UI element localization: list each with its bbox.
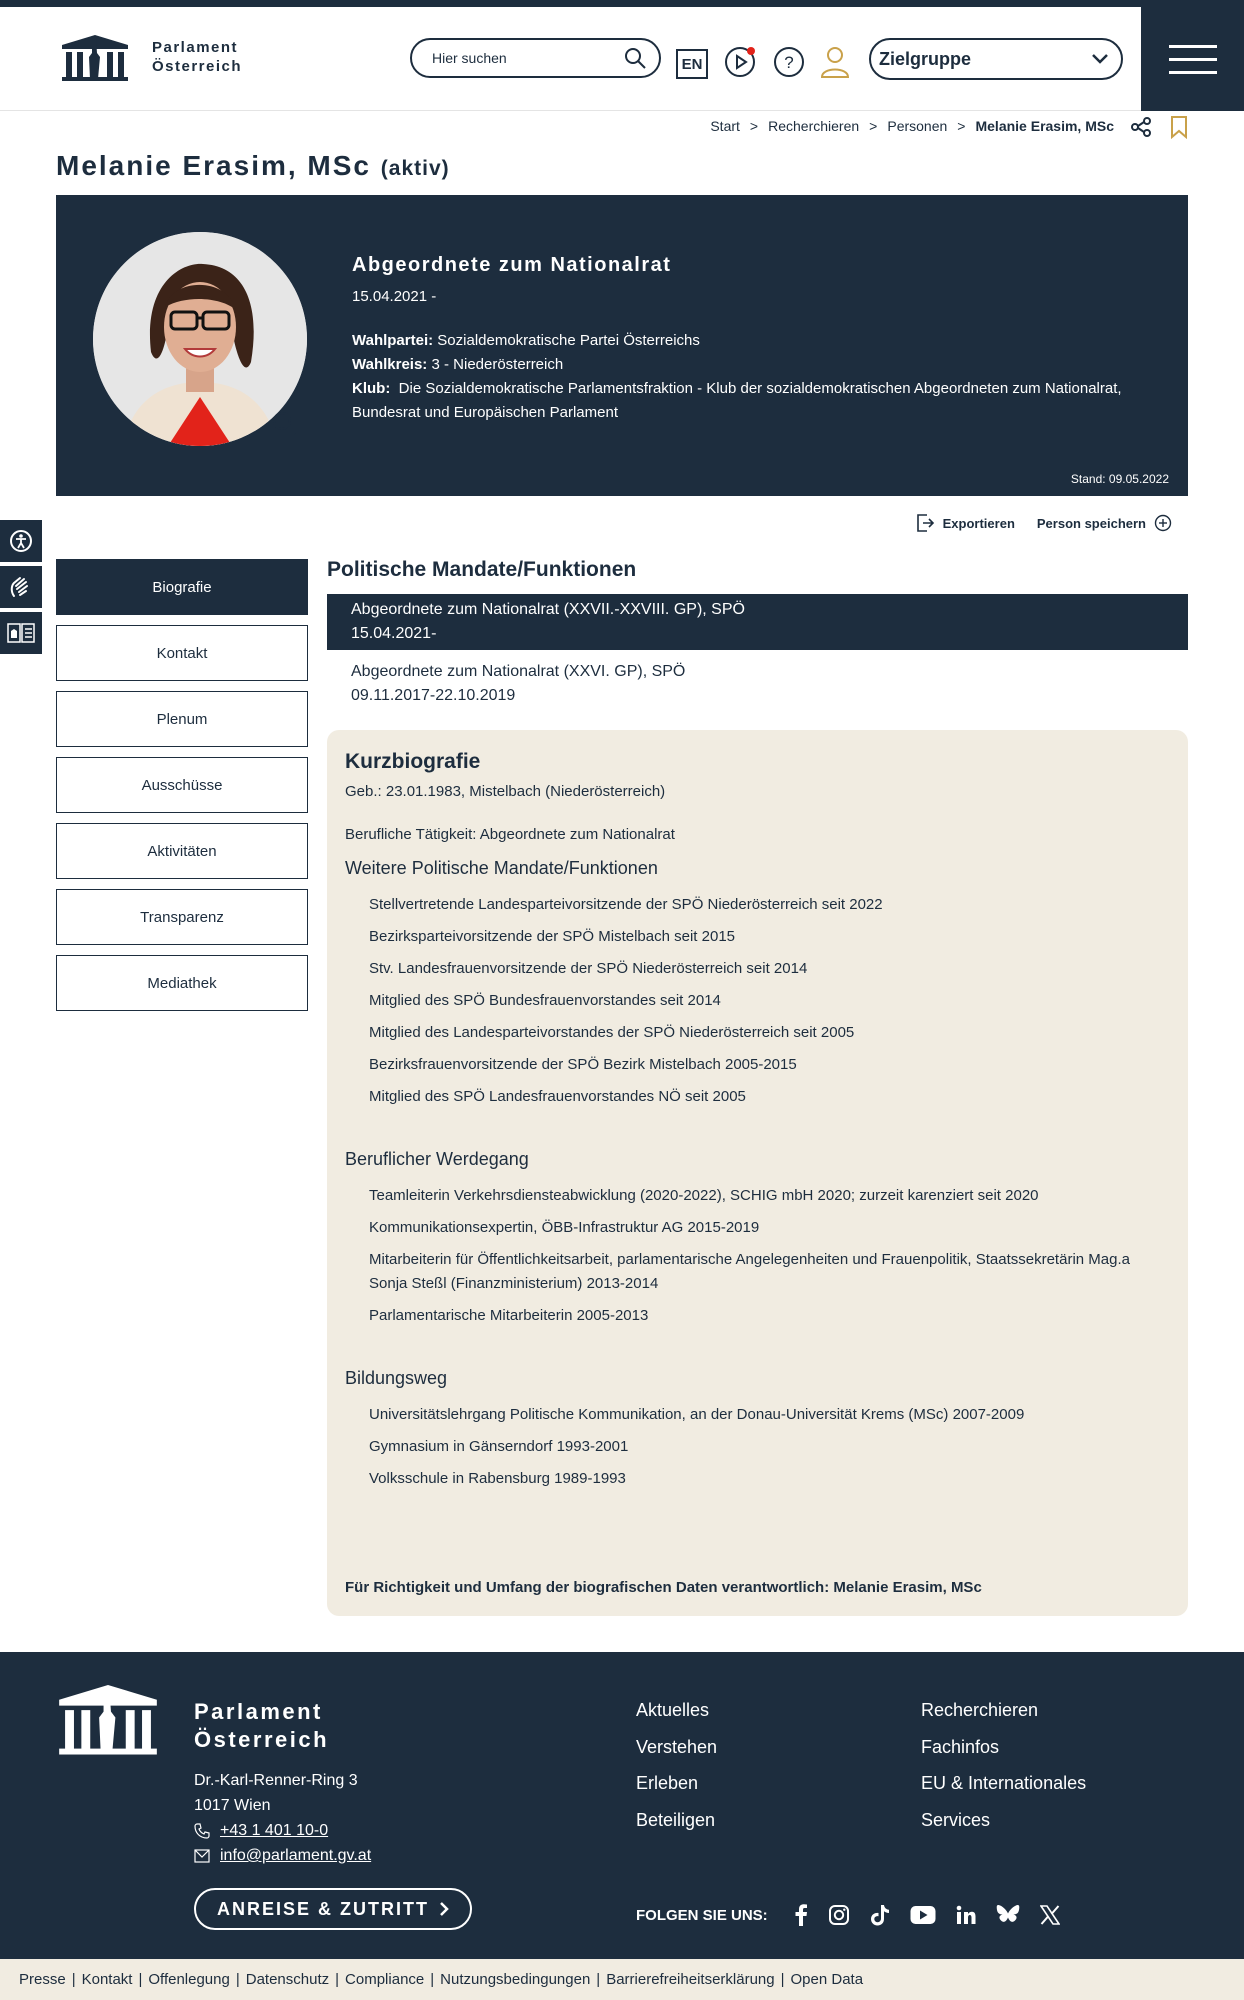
plus-circle-icon [1154,514,1172,532]
accessibility-icon [9,529,33,553]
linkedin-icon[interactable] [956,1905,976,1925]
footer-street: Dr.-Karl-Renner-Ring 3 [194,1772,358,1789]
target-group-select[interactable] [869,38,1123,80]
save-person-button[interactable] [1037,514,1172,532]
bio-job: Berufliche Tätigkeit: Abgeordnete zum Nationalrat [345,826,675,843]
social-links [636,1904,1060,1926]
login-button[interactable] [819,46,851,78]
list-item: Gymnasium in Gänserndorf 1993-2001 [369,1438,629,1455]
site-footer [0,1652,1244,1959]
person-info [352,253,1152,425]
breadcrumb-separator: > [749,118,759,134]
bookmark-button[interactable] [1170,115,1188,144]
wahlpartei-value: Sozialdemokratische Partei Österreichs [437,332,700,349]
tab-kontakt[interactable]: Kontakt [56,625,308,681]
wahlpartei-label: Wahlpartei: [352,332,434,349]
easy-language-button[interactable] [0,612,42,654]
chevron-down-icon [1091,53,1109,65]
tab-transparenz[interactable]: Transparenz [56,889,308,945]
youtube-icon[interactable] [910,1905,936,1925]
breadcrumb-separator: > [869,118,878,134]
footer-link-erleben[interactable]: Erleben [636,1773,699,1793]
list-item: Teamleiterin Verkehrsdiensteabwicklung (2020-2022), SCHIG mbH 2020; zurzeit karenziert seit 2020 [369,1187,1039,1204]
legal-link-open-data[interactable]: Open Data [790,1971,864,1988]
bluesky-icon[interactable] [996,1904,1020,1926]
anreise-label: ANREISE & ZUTRITT [217,1898,429,1919]
tab-biografie[interactable]: Biografie [56,559,308,615]
footer-link-services[interactable]: Services [921,1809,991,1830]
search-icon[interactable] [623,46,647,70]
tab-ausschuesse[interactable]: Ausschüsse [56,757,308,813]
export-icon [915,513,935,533]
footer-logo[interactable] [56,1682,160,1761]
sign-language-button[interactable] [0,566,42,608]
accessibility-toolbar [0,520,42,658]
tiktok-icon[interactable] [870,1904,890,1926]
help-icon [773,46,805,78]
mandate-period: 09.11.2017-22.10.2019 [351,687,516,704]
education-title: Bildungsweg [345,1368,448,1388]
save-person-label: Person speichern [1036,515,1146,531]
phone-icon [194,1823,210,1839]
sign-language-icon [8,574,34,600]
person-status: (aktiv) [380,157,450,180]
mandate-title: Abgeordnete zum Nationalrat (XXVII.-XXVIII. GP), SPÖ [351,601,745,618]
legal-link-barrierefreiheit[interactable]: Barrierefreiheitserklärung [606,1971,775,1988]
chevron-right-icon [439,1901,449,1917]
further-mandates-list [369,893,1170,1109]
svg-text:?: ? [784,53,794,72]
logo-line-2: Österreich [152,58,243,75]
target-group-label: Zielgruppe [879,48,972,69]
wahlkreis-value: 3 - Niederösterreich [431,356,564,373]
mandate-item[interactable] [327,656,1188,712]
footer-city: 1017 Wien [194,1797,271,1814]
hamburger-line [1169,71,1217,74]
stand-date: Stand: 09.05.2022 [1070,472,1169,486]
person-hero [56,195,1188,496]
mail-icon [194,1849,210,1863]
user-icon [819,45,851,79]
list-item: Stellvertretende Landesparteivorsitzende der SPÖ Niederösterreich seit 2022 [369,896,883,913]
footer-link-recherchieren[interactable]: Recherchieren [921,1700,1039,1720]
breadcrumb [710,118,1114,134]
parliament-logo-icon [56,1682,160,1756]
tab-mediathek[interactable]: Mediathek [56,955,308,1011]
person-role: Abgeordnete zum Nationalrat [352,254,672,276]
career-list [369,1184,1170,1328]
legal-link-kontakt[interactable]: Kontakt [81,1971,133,1988]
footer-link-verstehen[interactable]: Verstehen [636,1736,718,1757]
mandate-item[interactable] [327,594,1188,650]
share-icon [1130,116,1152,138]
person-name: Melanie Erasim, MSc [56,150,372,181]
person-klub [352,377,1152,425]
breadcrumb-personen[interactable]: Personen [887,118,948,134]
breadcrumb-separator: > [957,118,966,134]
list-item: Parlamentarische Mitarbeiterin 2005-2013 [369,1307,649,1324]
list-item: Bezirksfrauenvorsitzende der SPÖ Bezirk Mistelbach 2005-2015 [369,1056,797,1073]
export-button[interactable] [915,513,1015,533]
footer-email-link[interactable]: info@parlament.gv.at [220,1847,372,1864]
follow-label: FOLGEN SIE UNS: [636,1906,768,1924]
export-label: Exportieren [942,515,1015,531]
search-input[interactable] [432,50,612,66]
bio-title: Kurzbiografie [345,750,481,773]
legal-link-datenschutz[interactable]: Datenschutz [245,1971,330,1988]
person-actions [915,513,1172,533]
breadcrumb-recherchieren[interactable]: Recherchieren [768,118,860,134]
facebook-icon[interactable] [794,1904,808,1926]
legal-link-offenlegung[interactable]: Offenlegung [148,1971,230,1988]
zoom-in-icon [271,410,297,436]
legal-link-nutzungsbedingungen[interactable]: Nutzungsbedingungen [440,1971,591,1988]
footer-link-fachinfos[interactable]: Fachinfos [921,1736,1000,1757]
footer-name-line-2: Österreich [194,1727,330,1752]
list-item: Mitglied des SPÖ Bundesfrauenvorstandes seit 2014 [369,992,721,1009]
anreise-button[interactable] [194,1888,472,1930]
list-item: Mitarbeiterin für Öffentlichkeitsarbeit, parlamentarische Angelegenheiten und Frauenpolitik, Staatssekretärin Mag.a Sonja Steßl (Finanzministerium) 2013-2014 [369,1251,1130,1292]
legal-link-presse[interactable]: Presse [19,1971,66,1988]
footer-name [194,1698,329,1754]
mandate-period: 15.04.2021- [351,625,437,642]
klub-label: Klub: [352,380,391,397]
footer-name-line-1: Parlament [194,1699,323,1724]
list-item: Bezirksparteivorsitzende der SPÖ Mistelbach seit 2015 [369,928,736,945]
bookmark-icon [1170,115,1188,139]
zoom-photo-button[interactable] [271,410,297,441]
hamburger-line [1169,58,1217,61]
mandates-section [327,558,1188,712]
further-mandates-title: Weitere Politische Mandate/Funktionen [345,858,658,878]
easy-language-icon [6,621,36,645]
breadcrumb-start[interactable]: Start [710,118,740,134]
accessibility-button[interactable] [0,520,42,562]
play-circle-icon [724,46,756,78]
footer-nav-col-1 [636,1692,717,1838]
profile-tabs [56,559,308,1021]
footer-address [194,1768,371,1868]
tab-plenum[interactable]: Plenum [56,691,308,747]
site-logo[interactable] [60,33,242,81]
instagram-icon[interactable] [828,1904,850,1926]
list-item: Kommunikationsexpertin, ÖBB-Infrastruktur AG 2015-2019 [369,1219,760,1236]
person-since: 15.04.2021 - [352,288,437,305]
mandate-title: Abgeordnete zum Nationalrat (XXVI. GP), SPÖ [351,663,686,680]
list-item: Mitglied des Landesparteivorstandes der SPÖ Niederösterreich seit 2005 [369,1024,855,1041]
parliament-logo-icon [60,33,130,81]
list-item: Universitätslehrgang Politische Kommunikation, an der Donau-Universität Krems (MSc) 2007-2009 [369,1406,1025,1423]
footer-link-eu-internationales[interactable]: EU & Internationales [921,1773,1087,1793]
help-button[interactable] [773,46,805,78]
search-box[interactable] [410,38,661,78]
legal-links: Presse | Kontakt | Offenlegung | Datenschutz | Compliance | Nutzungsbedingungen | Barrierefreiheitserklärung | Open Data [0,1959,1244,2000]
hamburger-line [1169,45,1217,48]
language-switch[interactable]: EN [676,49,708,79]
footer-nav-col-2 [921,1692,1086,1838]
footer-phone-link[interactable]: +43 1 401 10-0 [220,1822,329,1839]
page-title [56,150,450,182]
biography-panel [327,730,1188,1616]
education-list [369,1403,1170,1491]
logo-line-1: Parlament [152,39,239,56]
klub-value: Die Sozialdemokratische Parlamentsfraktion - Klub der sozialdemokratischen Abgeordneten zum Nationalrat, Bundesrat und Europäischen Parlament [352,380,1122,421]
mandates-title: Politische Mandate/Funktionen [327,558,637,581]
career-title: Beruflicher Werdegang [345,1149,529,1169]
footer-link-aktuelles[interactable]: Aktuelles [636,1700,710,1720]
breadcrumb-current: Melanie Erasim, MSc [975,118,1114,134]
list-item: Mitglied des SPÖ Landesfrauenvorstandes NÖ seit 2005 [369,1088,746,1105]
site-header [0,7,1244,111]
bio-disclaimer: Für Richtigkeit und Umfang der biografischen Daten verantwortlich: Melanie Erasim, MSc [345,1579,982,1596]
list-item: Volksschule in Rabensburg 1989-1993 [369,1470,626,1487]
top-bar [0,0,1244,7]
share-button[interactable] [1130,116,1152,143]
main-menu-button[interactable] [1141,7,1244,111]
wahlkreis-label: Wahlkreis: [352,356,428,373]
legal-link-compliance[interactable]: Compliance [345,1971,425,1988]
person-wahlkreis [352,353,1152,377]
list-item: Stv. Landesfrauenvorsitzende der SPÖ Niederösterreich seit 2014 [369,960,808,977]
x-twitter-icon[interactable] [1040,1905,1060,1925]
person-wahlpartei [352,329,1152,353]
tab-aktivitaeten[interactable]: Aktivitäten [56,823,308,879]
footer-link-beteiligen[interactable]: Beteiligen [636,1809,716,1830]
bio-born: Geb.: 23.01.1983, Mistelbach (Niederösterreich) [345,783,666,800]
video-button[interactable] [724,46,756,78]
